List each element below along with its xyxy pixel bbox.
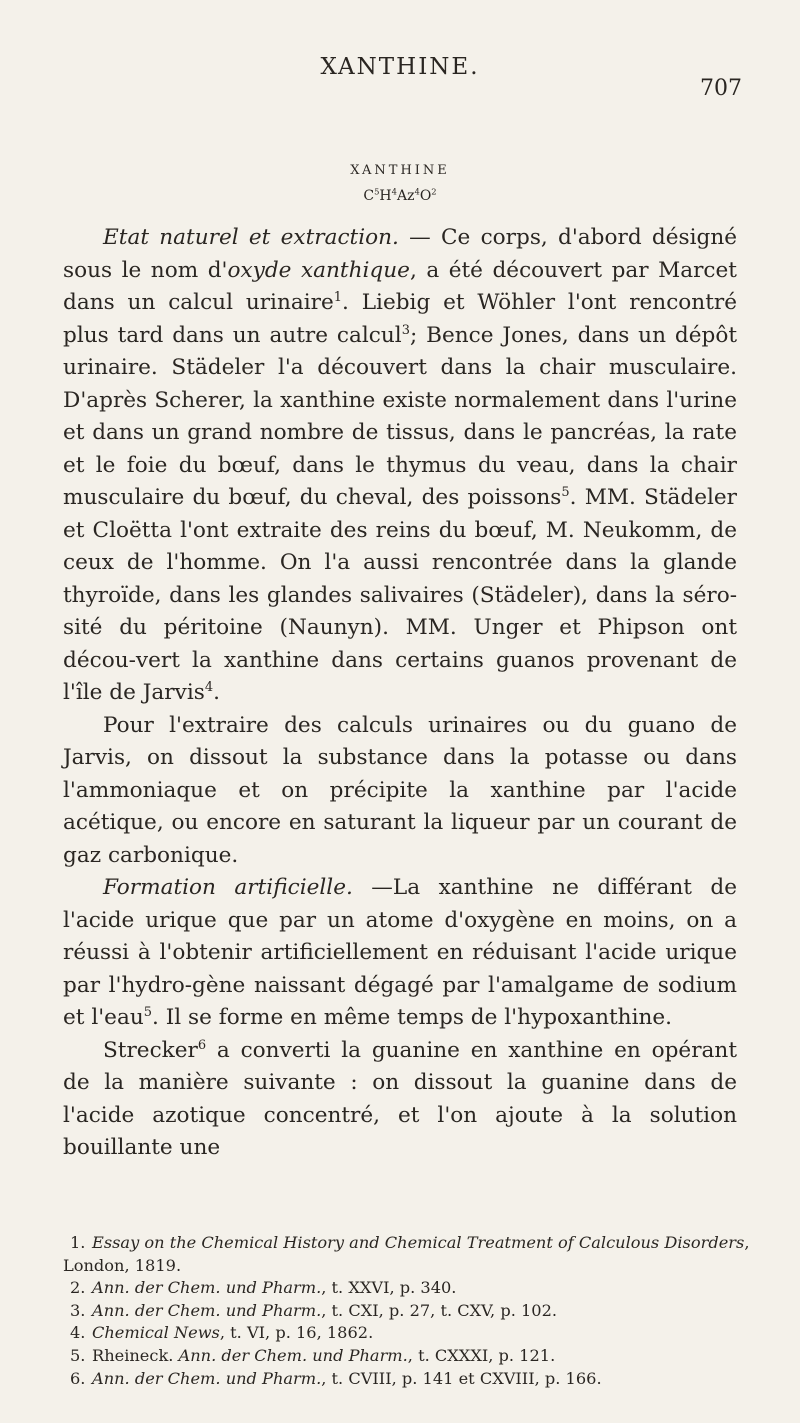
section-heading: Etat naturel et extraction. (103, 225, 399, 250)
footnotes (63, 1232, 763, 1390)
footnote-ref: 3 (401, 322, 410, 338)
section-heading: Formation artificielle. (103, 875, 353, 900)
footnote-ref: 5 (143, 1004, 152, 1020)
chemical-formula: $C^5H^4Az^4O^2$ (363, 186, 437, 204)
footnote-ref: 4 (204, 679, 214, 695)
footnote-ref: 1 (333, 289, 342, 305)
running-title: XANTHINE. (320, 54, 480, 80)
footnote-3: 3. Ann. der Chem. und Pharm., t. CXI, p. 27, t. CXV, p. 102. (70, 1300, 558, 1320)
article-title: XANTHINE (350, 163, 450, 178)
paragraph-artificial-formation: Formation artificielle. —La xanthine ne différant de l'acide urique que par un atome d'oxygène en moins, on a réussi à l'obtenir artificiellement en réduisant l'acide urique par l'hydro-gène naissant dégagé par l'amalgame de sodium et l'eau$^5$. Il se forme en même temps de l'hypoxanthine. (63, 875, 737, 1030)
footnote-2: 2. Ann. der Chem. und Pharm., t. XXVI, p. 340. (70, 1278, 457, 1298)
paragraph-extraction: Pour l'extraire des calculs urinaires ou du guano de Jarvis, on dissout la substance dans la potasse ou dans l'ammoniaque et on précipite la xanthine par l'acide acétique, ou encore en saturant la liqueur par un courant de gaz carbonique. (63, 712, 737, 868)
footnote-5: 5. Rheineck. Ann. der Chem. und Pharm., t. CXXXI, p. 121. (70, 1345, 556, 1365)
paragraph-strecker: Strecker$^6$ a converti la guanine en xanthine en opérant de la manière suivante : on dissout la guanine dans de l'acide azotique concentré, et l'on ajoute à la solution bouillante une (63, 1037, 737, 1160)
footnote-1: 1. Essay on the Chemical History and Chemical Treatment of Calculous Disorders, London, 1819. (63, 1233, 750, 1275)
footnote-6: 6. Ann. der Chem. und Pharm., t. CVIII, p. 141 et CXVIII, p. 166. (70, 1368, 602, 1388)
paragraph-natural-state: Etat naturel et extraction. — Ce corps, d'abord désigné sous le nom d'oxyde xanthique, a été découvert par Marcet dans un calcul urinaire$^1$. Liebig et Wöhler l'ont rencontré plus tard dans un autre calcul$^3$; Bence Jones, dans un dépôt urinaire. Städeler l'a découvert dans la chair musculaire. D'après Scherer, la xanthine existe normalement dans l'urine et dans un grand nombre de tissus, dans le pancréas, la rate et le foie du bœuf, dans le thymus du veau, dans la chair musculaire du bœuf, du cheval, des poissons$^5$. MM. Städeler et Cloëtta l'ont extraite des reins du bœuf, M. Neukomm, de ceux de l'homme. On l'a aussi rencontrée dans la glande thyroïde, dans les glandes salivaires (Städeler), dans la séro-sité du péritoine (Naunyn). MM. Unger et Phipson ont décou-vert la xanthine dans certains guanos provenant de l'île de Jarvis$^4$. (63, 225, 738, 705)
footnote-ref: 5 (561, 484, 570, 500)
footnote-ref: 6 (197, 1037, 207, 1053)
body-text (63, 222, 737, 1165)
footnote-4: 4. Chemical News, t. VI, p. 16, 1862. (70, 1323, 374, 1343)
page-number: 707 (700, 76, 742, 101)
